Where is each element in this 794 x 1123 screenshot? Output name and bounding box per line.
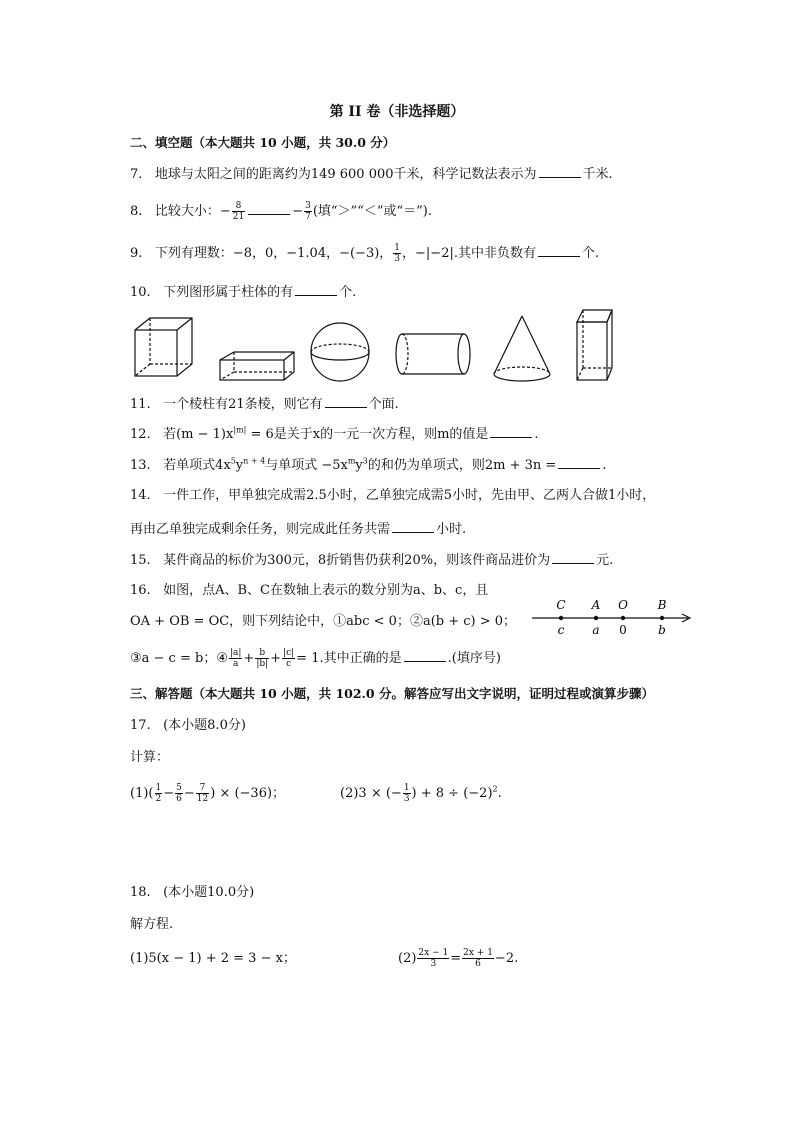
q8-tail: (填“＞”“＜”或“＝”). bbox=[312, 204, 432, 219]
label-O: O bbox=[618, 598, 628, 612]
q15-text-end: 元. bbox=[596, 553, 614, 568]
q8-number: 8. bbox=[130, 204, 143, 219]
q13-exp-3: m bbox=[347, 456, 356, 466]
q9-text-end: 个. bbox=[581, 246, 600, 261]
q16-fraction-1: $\frac{|a|}{a}$ bbox=[229, 648, 242, 669]
q16-fraction-2: $\frac{b}{|b|}$ bbox=[256, 648, 269, 669]
sphere-shape bbox=[311, 323, 369, 381]
q18-part-2 bbox=[398, 945, 518, 973]
q15-number: 15. bbox=[130, 553, 151, 568]
cone-shape bbox=[494, 316, 550, 381]
point-a-dot bbox=[594, 616, 598, 620]
q15-blank bbox=[552, 551, 594, 564]
q10-blank bbox=[295, 283, 337, 296]
q13-text-3: 与单项式 −5x bbox=[265, 458, 348, 473]
question-16-line-1 bbox=[130, 582, 488, 600]
q17-part-1 bbox=[130, 780, 285, 808]
q7-blank bbox=[539, 165, 581, 178]
q9-blank bbox=[538, 244, 580, 257]
label-B: B bbox=[657, 598, 667, 612]
q8-fraction-2: $\frac{3}{7}$ bbox=[305, 201, 311, 222]
q16-plus-1: + bbox=[243, 651, 255, 666]
q10-shapes-figure bbox=[128, 306, 628, 388]
question-12 bbox=[130, 425, 539, 444]
q8-label: 比较大小： bbox=[154, 204, 220, 219]
question-15 bbox=[130, 551, 613, 570]
q11-text-end: 个面. bbox=[368, 397, 399, 412]
q17-frac-3: $\frac{7}{12}$ bbox=[196, 783, 209, 804]
q12-number: 12. bbox=[130, 427, 151, 442]
point-b-dot bbox=[660, 616, 664, 620]
q7-text: 地球与太阳之间的距离约为149 600 000千米，科学记数法表示为 bbox=[154, 167, 537, 182]
q9-fraction: $\frac{1}{3}$ bbox=[394, 243, 401, 264]
q12-exponent: |m| bbox=[233, 425, 247, 435]
q12-text-2: = 6是关于x的一元一次方程，则m的值是 bbox=[246, 427, 489, 442]
q18-equals: = bbox=[450, 951, 462, 966]
question-16-line-3 bbox=[130, 646, 501, 672]
question-14-line-2 bbox=[130, 520, 466, 539]
q17-p2-exp: 2 bbox=[492, 784, 498, 794]
question-7 bbox=[130, 165, 613, 184]
q17-p2-end: . bbox=[497, 786, 502, 801]
question-16-line-2: OA + OB = OC，则下列结论中，①abc < 0；②a(b + c) > 0； bbox=[130, 614, 517, 629]
label-b: b bbox=[658, 623, 666, 637]
question-18-header bbox=[130, 884, 254, 902]
q17-minus-1: − bbox=[163, 786, 175, 801]
section2-heading: 二、填空题（本大题共 10 小题，共 30.0 分） bbox=[130, 135, 396, 150]
q17-frac-2: $\frac{5}{6}$ bbox=[176, 783, 182, 804]
question-8 bbox=[130, 199, 432, 225]
q12-text-end: . bbox=[534, 427, 539, 442]
label-0: 0 bbox=[619, 623, 627, 637]
q16-text-4: = 1.其中正确的是 bbox=[296, 651, 402, 666]
q14-text-2: 再由乙单独完成剩余任务，则完成此任务共需 bbox=[130, 522, 391, 537]
q7-number: 7. bbox=[130, 167, 143, 182]
q13-number: 13. bbox=[130, 458, 151, 473]
q8-fraction-1: $\frac{8}{21}$ bbox=[232, 201, 245, 222]
q14-text: 一件工作，甲单独完成需2.5小时，乙单独完成需5小时，先由甲、乙两人合做1小时， bbox=[163, 488, 656, 503]
point-c-dot bbox=[559, 616, 563, 620]
q7-text-end: 千米. bbox=[582, 167, 613, 182]
label-C: C bbox=[556, 598, 566, 612]
q11-blank bbox=[325, 395, 367, 408]
q16-plus-2: + bbox=[270, 651, 282, 666]
q8-neg-2: − bbox=[292, 204, 304, 219]
q18-part-1: (1)5(x − 1) + 2 = 3 − x； bbox=[130, 951, 296, 966]
section3-heading: 三、解答题（本大题共 10 小题，共 102.0 分。解答应写出文字说明，证明过程或演算步骤） bbox=[130, 686, 654, 701]
question-11 bbox=[130, 395, 399, 414]
q12-blank bbox=[490, 425, 532, 438]
q13-exp-2: n + 4 bbox=[243, 456, 266, 466]
q17-instruction: 计算： bbox=[130, 750, 170, 765]
q8-blank bbox=[248, 202, 290, 215]
point-o-dot bbox=[621, 616, 625, 620]
q14-text-end: 小时. bbox=[436, 522, 467, 537]
q13-text-5: 的和仍为单项式，则2m + 3n = bbox=[367, 458, 557, 473]
label-A: A bbox=[591, 598, 601, 612]
q18-frac-2: $\frac{2x + 1}{6}$ bbox=[463, 948, 493, 969]
label-c: c bbox=[557, 623, 565, 637]
q9-text-2: ，−|−2|.其中非负数有 bbox=[402, 246, 536, 261]
q13-text-2: y bbox=[235, 458, 244, 473]
cube-shape bbox=[135, 318, 192, 376]
q15-text: 某件商品的标价为300元，8折销售仍获利20%，则该件商品进价为 bbox=[163, 553, 551, 568]
q16-blank bbox=[404, 649, 446, 662]
q18-frac-1: $\frac{2x - 1}{3}$ bbox=[418, 948, 449, 969]
cuboid-shape bbox=[220, 352, 294, 380]
q10-number: 10. bbox=[130, 285, 151, 300]
triangular-prism-shape bbox=[577, 310, 612, 380]
q11-text: 一个棱柱有21条棱，则它有 bbox=[163, 397, 323, 412]
q17-p2-mid: ) + 8 ÷ (−2) bbox=[411, 786, 493, 801]
q16-text: 如图，点A、B、C在数轴上表示的数分别为a、b、c，且 bbox=[163, 583, 489, 598]
q16-text-end: .(填序号) bbox=[447, 651, 501, 666]
q17-score: (本小题8.0分) bbox=[163, 718, 246, 733]
q16-text-3: ③a − c = b；④ bbox=[130, 651, 228, 666]
q13-exp-1: 5 bbox=[230, 456, 236, 466]
question-9 bbox=[130, 241, 599, 267]
q16-number: 16. bbox=[130, 583, 151, 598]
q9-text: 下列有理数：−8，0，−1.04，−(−3)， bbox=[154, 246, 393, 261]
q18-score: (本小题10.0分) bbox=[163, 885, 255, 900]
question-17-header bbox=[130, 717, 246, 735]
q13-text-end: . bbox=[602, 458, 607, 473]
q12-text: 若(m − 1)x bbox=[163, 427, 234, 442]
q8-neg-1: − bbox=[219, 204, 231, 219]
question-13 bbox=[130, 456, 606, 475]
cylinder-shape bbox=[396, 334, 470, 374]
q9-number: 9. bbox=[130, 246, 143, 261]
q17-frac-1: $\frac{1}{2}$ bbox=[155, 783, 162, 804]
q18-p2-end: −2. bbox=[494, 951, 519, 966]
q14-blank bbox=[392, 520, 434, 533]
label-a: a bbox=[592, 623, 600, 637]
q13-text-4: y bbox=[355, 458, 363, 473]
q11-number: 11. bbox=[130, 397, 151, 412]
q13-blank bbox=[558, 456, 600, 469]
q17-frac-4: $\frac{1}{3}$ bbox=[403, 783, 410, 804]
q17-number: 17. bbox=[130, 718, 151, 733]
q10-text: 下列图形属于柱体的有 bbox=[163, 285, 294, 300]
q18-number: 18. bbox=[130, 885, 151, 900]
q18-p2-label: (2) bbox=[398, 951, 417, 966]
q13-text: 若单项式4x bbox=[163, 458, 231, 473]
q17-p1-close: ) × (−36)； bbox=[210, 786, 286, 801]
q18-instruction: 解方程. bbox=[130, 917, 174, 932]
q17-minus-2: − bbox=[183, 786, 195, 801]
q17-p1-open: (1)( bbox=[130, 786, 154, 801]
q16-fraction-3: $\frac{|c|}{c}$ bbox=[283, 648, 295, 669]
q13-exp-4: 3 bbox=[362, 456, 368, 466]
q17-p2-open: (2)3 × (− bbox=[340, 786, 402, 801]
q16-number-line bbox=[528, 594, 698, 640]
question-14-line-1 bbox=[130, 487, 655, 505]
question-10 bbox=[130, 283, 356, 302]
q10-text-end: 个. bbox=[339, 285, 357, 300]
q14-number: 14. bbox=[130, 488, 151, 503]
q17-part-2 bbox=[340, 780, 502, 808]
page-title: 第 II 卷（非选择题） bbox=[329, 104, 465, 120]
